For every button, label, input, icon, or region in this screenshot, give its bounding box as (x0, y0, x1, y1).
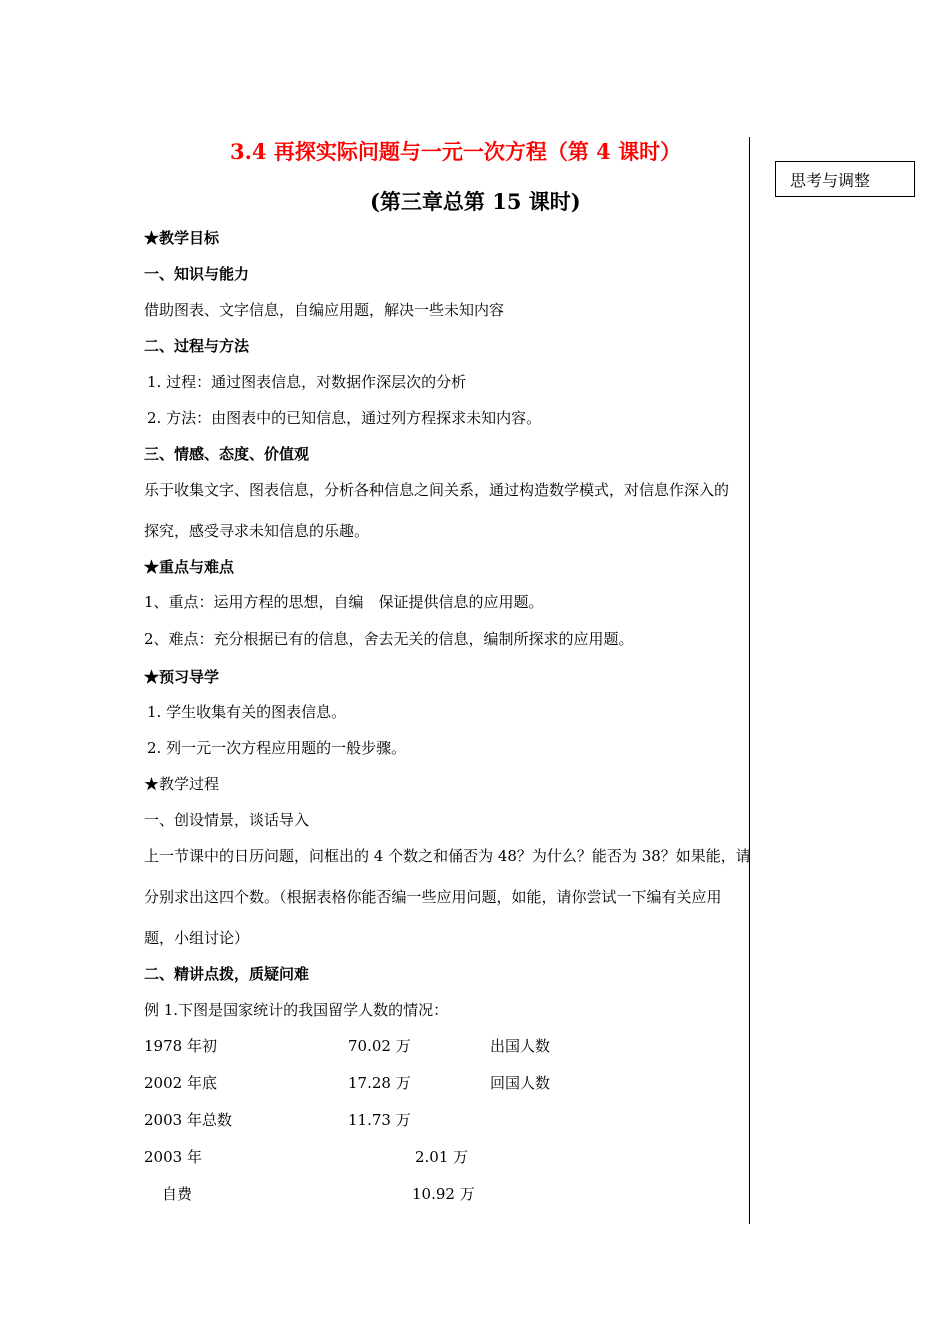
process-method-heading: 二、过程与方法 (144, 337, 250, 355)
stats-row-label: 2003 年 (144, 1148, 202, 1166)
process-item: 1. 过程：通过图表信息，对数据作深层次的分析 (147, 373, 467, 391)
preview-item: 1. 学生收集有关的图表信息。 (147, 703, 347, 721)
stats-row-value: 11.73 万 (348, 1111, 411, 1129)
stats-row-value: 2.01 万 (415, 1148, 469, 1166)
method-item: 2. 方法：由图表中的已知信息，通过列方程探求未知内容。 (147, 409, 542, 427)
stats-row-value: 10.92 万 (412, 1185, 475, 1203)
stats-row-note: 出国人数 (490, 1037, 551, 1055)
stats-row-label: 自费 (162, 1185, 193, 1203)
lesson-subtitle: (第三章总第 15 课时) (370, 189, 581, 214)
margin-divider-line (749, 137, 750, 1224)
difficulty-item: 2、难点：充分根据已有的信息，舍去无关的信息，编制所探求的应用题。 (144, 630, 634, 648)
key-points-heading: ★重点与难点 (144, 558, 235, 576)
lesson-title: 3.4 再探实际问题与一元一次方程（第 4 课时） (230, 139, 682, 164)
stats-row-label: 2002 年底 (144, 1074, 217, 1092)
intro-text-line: 题，小组讨论） (144, 929, 250, 947)
preview-item: 2. 列一元一次方程应用题的一般步骤。 (147, 739, 407, 757)
side-note-label: 思考与调整 (790, 171, 871, 190)
stats-row-note: 回国人数 (490, 1074, 551, 1092)
values-text-line: 乐于收集文字、图表信息，分析各种信息之间关系，通过构造数学模式，对信息作深入的 (144, 481, 730, 499)
intro-text-line: 分别求出这四个数。（根据表格你能否编一些应用问题，如能，请你尝试一下编有关应用 (144, 888, 722, 906)
intro-text-line: 上一节课中的日历问题，问框出的 4 个数之和俑否为 48？为什么？能否为 38？如果能，请 (144, 847, 751, 865)
stats-row-label: 2003 年总数 (144, 1111, 232, 1129)
knowledge-heading: 一、知识与能力 (144, 265, 250, 283)
process-heading: ★教学过程 (144, 775, 220, 793)
example-intro: 例 1.下图是国家统计的我国留学人数的情况： (144, 1001, 449, 1019)
knowledge-text: 借助图表、文字信息，自编应用题，解决一些未知内容 (144, 301, 505, 319)
values-heading: 三、情感、态度、价值观 (144, 445, 310, 463)
lecture-heading: 二、精讲点拨，质疑问难 (144, 965, 310, 983)
stats-row-label: 1978 年初 (144, 1037, 217, 1055)
side-note-box (775, 161, 915, 197)
values-text-line: 探究，感受寻求未知信息的乐趣。 (144, 522, 370, 540)
stats-row-value: 17.28 万 (348, 1074, 411, 1092)
stats-row-value: 70.02 万 (348, 1037, 411, 1055)
goals-heading: ★教学目标 (144, 229, 220, 247)
key-point-item: 1、重点：运用方程的思想，自编 保证提供信息的应用题。 (144, 593, 544, 611)
preview-heading: ★预习导学 (144, 668, 220, 686)
intro-heading: 一、创设情景，谈话导入 (144, 811, 310, 829)
